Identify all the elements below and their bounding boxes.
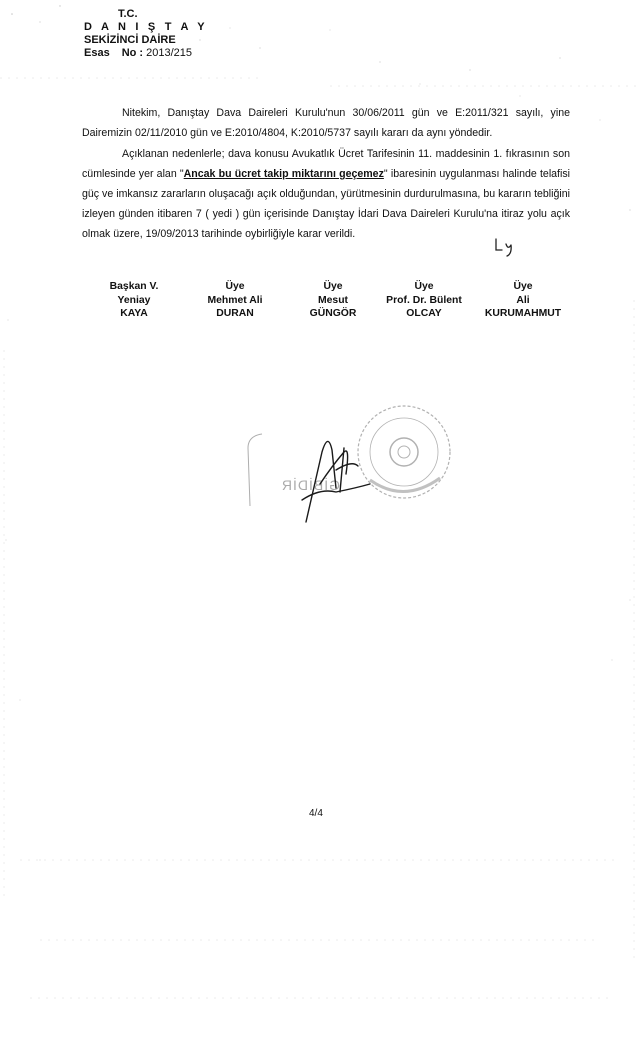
header-court: D A N I Ş T A Y: [84, 21, 208, 33]
signatory-title: Üye: [513, 281, 533, 292]
ruling-text-start: Açıklanan nedenlerle; dava konusu Avukatlık Ücret Tarifesinin 11. maddesinin 1. fıkrasının son cümlesinde yer alan ": [82, 148, 570, 180]
signatory-last-name: OLCAY: [406, 308, 442, 319]
ruling-text-end: " ibaresinin uygulanması halinde telafisi güç ve imkansız zararların oluşacağı açık olduğundan, yürütmesinin durdurulmasına, bu kararın tebliğini izleyen günden itibaren 7 ( yedi ) gün içerisinde Danıştay İdari Dava Daireleri Kurulu'na itiraz yolu açık olmak üzere, 19/09/2013 tarihinde oybirliğiyle karar verildi.: [82, 168, 571, 240]
stamp-text-mirrored: [281, 476, 340, 493]
signatory-first-name: Mesut: [317, 294, 349, 306]
paragraph-precedent: Nitekim, Danıştay Dava Daireleri Kurulu'nun 30/06/2011 gün ve E:2011/321 sayılı, yine Dairemizin 02/11/2010 gün ve E:2010/4804, K:2010/5737 sayılı kararı da aynı yöndedir.: [82, 107, 570, 139]
signatory-title: Üye: [414, 281, 434, 292]
paragraph-ruling: [82, 144, 570, 244]
signatory-last-name: DURAN: [216, 308, 254, 319]
quoted-phrase: Ancak bu ücret takip miktarını geçemez: [183, 168, 384, 180]
esas-label: Esas: [84, 47, 110, 59]
signatory-title: Üye: [225, 281, 245, 292]
esas-value: 2013/215: [146, 47, 193, 59]
header-tc: T.C.: [118, 8, 138, 20]
header-chamber: SEKİZİNCİ DAİRE: [84, 34, 176, 46]
signatory-1: [86, 280, 182, 321]
signatory-first-name: Ali: [516, 294, 530, 306]
signatory-4: [376, 280, 472, 321]
document-header: [84, 8, 208, 60]
svg-text:GİBİDİR: GİBİDİR: [280, 477, 340, 493]
signatory-title: Başkan V.: [109, 281, 159, 292]
signatory-last-name: KAYA: [120, 308, 148, 319]
handwritten-note-mark: [492, 236, 522, 258]
signatory-5: [472, 280, 574, 321]
signatory-first-name: Yeniay: [117, 294, 151, 306]
page-number: 4/4: [309, 808, 323, 819]
signatory-last-name: KURUMAHMUT: [484, 308, 562, 319]
signatory-2: [187, 280, 283, 321]
no-label: No :: [121, 47, 144, 59]
signatory-first-name: Prof. Dr. Bülent: [386, 294, 462, 306]
signatory-3: [285, 280, 381, 321]
header-esas-row: [84, 47, 208, 60]
seal-icon: [358, 406, 450, 498]
official-stamp-and-signature: [240, 388, 470, 538]
signatory-first-name: Mehmet Ali: [207, 294, 263, 306]
signatory-block: [86, 280, 586, 330]
signatory-last-name: GÜNGÖR: [309, 308, 357, 319]
signatory-title: Üye: [323, 281, 343, 292]
